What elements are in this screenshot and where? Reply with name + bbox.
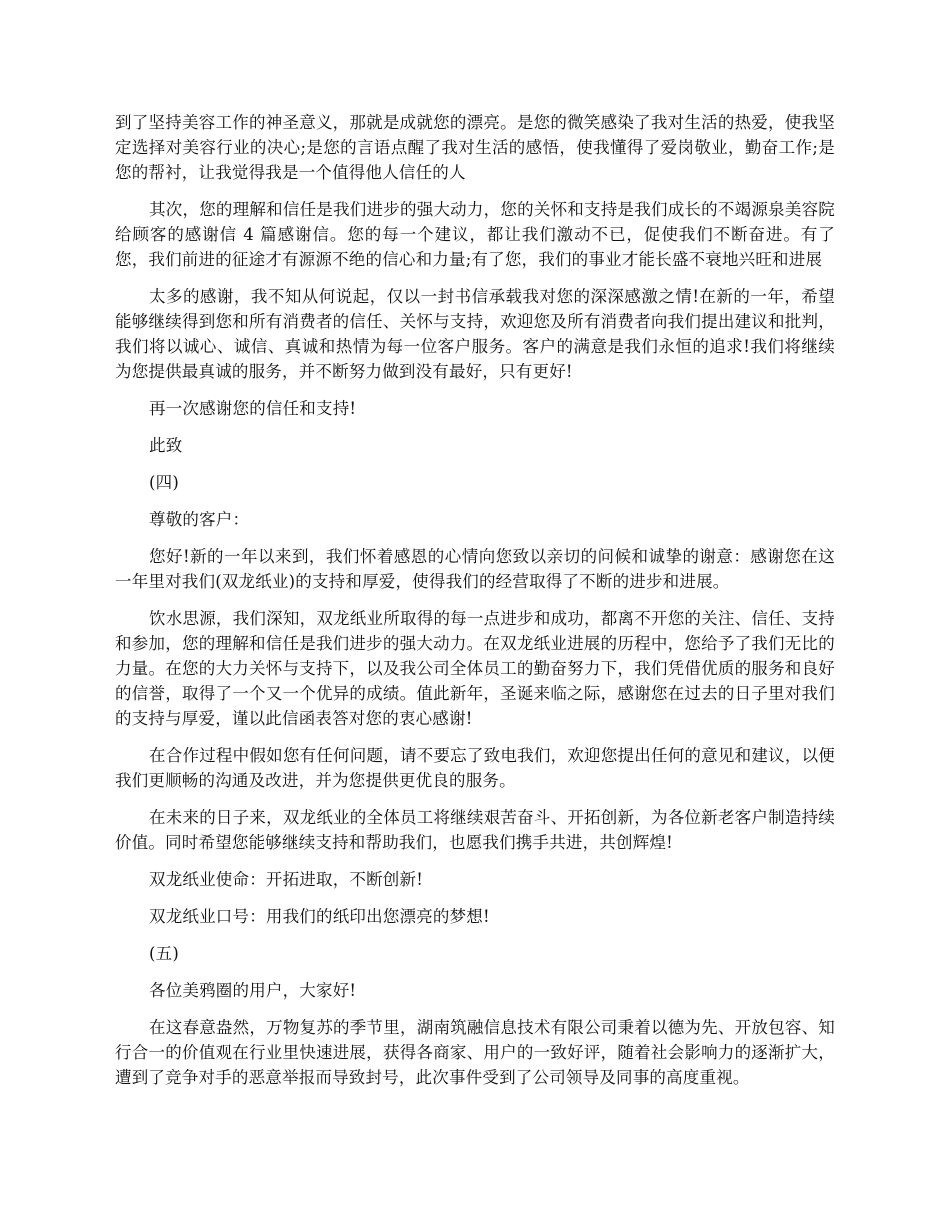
greeting: 各位美鸦圈的用户，大家好!	[149, 981, 357, 1000]
paragraph: 到了坚持美容工作的神圣意义，那就是成就您的漂亮。是您的微笑感染了我对生活的热爱，使我坚定选择对美容行业的决心;是您的言语点醒了我对生活的感悟，使我懂得了爱岗敬业，勤奋工作;是您的帮衬，让我觉得我是一个值得他人信任的人	[115, 113, 835, 182]
paragraph: 在未来的日子来，双龙纸业的全体员工将继续艰苦奋斗、开拓创新，为各位新老客户制造持续价值。同时希望您能够继续支持和帮助我们，也愿我们携手共进，共创辉煌!	[115, 808, 835, 852]
paragraph: 在合作过程中假如您有任何问题，请不要忘了致电我们，欢迎您提出任何的意见和建议，以便我们更顺畅的沟通及改进，并为您提供更优良的服务。	[115, 746, 835, 790]
paragraph: 在这春意盎然，万物复苏的季节里，湖南筑融信息技术有限公司秉着以德为先、开放包容、知行合一的价值观在行业里快速进展，获得各商家、用户的一致好评，随着社会影响力的逐渐扩大，遭到了竞争对手的恶意举报而导致封号，此次事件受到了公司领导及同事的高度重视。	[115, 1018, 835, 1087]
section-heading: (四)	[149, 473, 179, 492]
mission-line: 双龙纸业使命：开拓进取，不断创新!	[149, 870, 424, 889]
paragraph: 其次，您的理解和信任是我们进步的强大动力，您的关怀和支持是我们成长的不竭源泉美容院给顾客的感谢信 4 篇感谢信。您的每一个建议，都让我们激动不已，促使我们不断奋进。有了您，我们前进的征途才有源源不绝的信心和力量;有了您，我们的事业才能长盛不衰地兴旺和进展	[115, 200, 835, 269]
section-heading: (五)	[149, 944, 179, 963]
slogan-line: 双龙纸业口号：用我们的纸印出您漂亮的梦想!	[149, 907, 490, 926]
paragraph: 再一次感谢您的信任和支持!	[149, 399, 357, 418]
paragraph: 太多的感谢，我不知从何说起，仅以一封书信承载我对您的深深感激之情!在新的一年，希望能够继续得到您和所有消费者的信任、关怀与支持，欢迎您及所有消费者向我们提出建议和批判，我们将以诚心、诚信、真诚和热情为每一位客户服务。客户的满意是我们永恒的追求!我们将继续为您提供最真诚的服务，并不断努力做到没有最好，只有更好!	[115, 287, 835, 381]
paragraph: 饮水思源，我们深知，双龙纸业所取得的每一点进步和成功，都离不开您的关注、信任、支持和参加，您的理解和信任是我们进步的强大动力。在双龙纸业进展的历程中，您给予了我们无比的力量。在您的大力关怀与支持下，以及我公司全体员工的勤奋努力下，我们凭借优质的服务和良好的信誉，取得了一个又一个优异的成绩。值此新年，圣诞来临之际，感谢您在过去的日子里对我们的支持与厚爱，谨以此信函表答对您的衷心感谢!	[115, 609, 835, 728]
greeting: 尊敬的客户：	[149, 510, 250, 529]
closing-salutation: 此致	[149, 436, 183, 455]
paragraph: 您好!新的一年以来到，我们怀着感恩的心情向您致以亲切的问候和诚挚的谢意：感谢您在这一年里对我们(双龙纸业)的支持和厚爱，使得我们的经营取得了不断的进步和进展。	[115, 547, 835, 591]
